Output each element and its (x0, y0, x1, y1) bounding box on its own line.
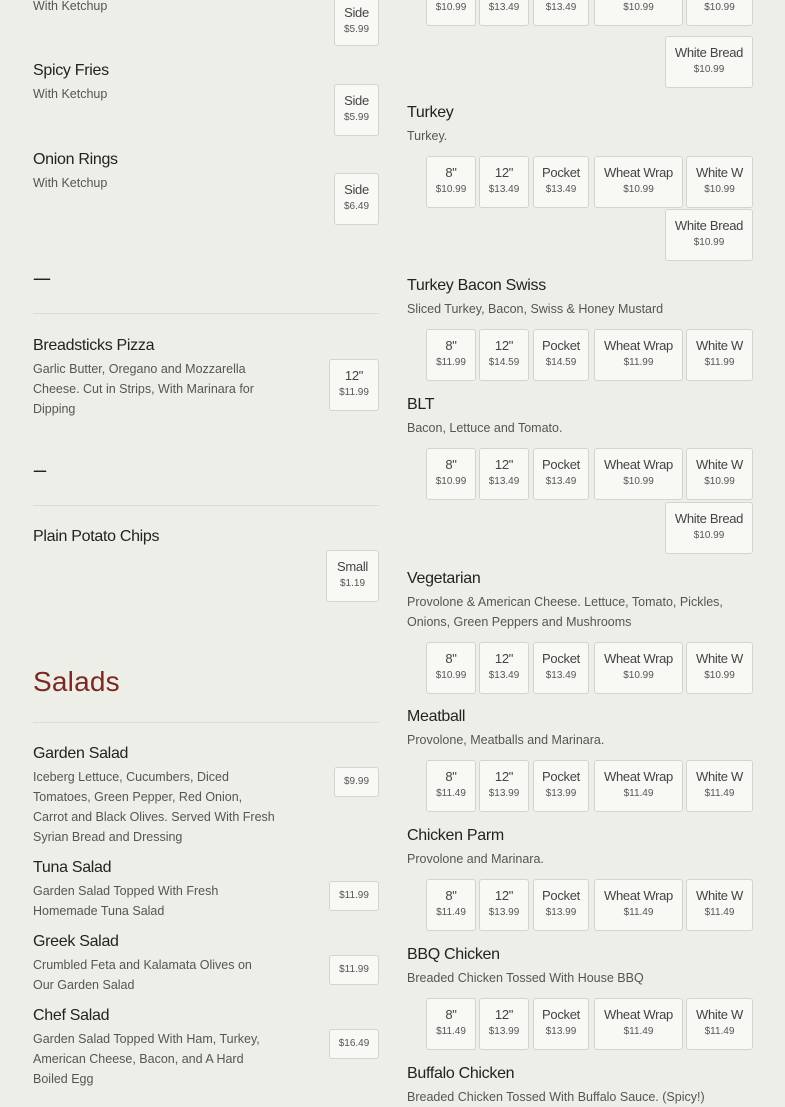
option-label: 8" (445, 338, 457, 353)
option-wheat-wrap-button[interactable] (594, 0, 683, 26)
price-button[interactable] (329, 1029, 379, 1059)
item-name: Meatball (407, 708, 466, 725)
option-label: White W (695, 165, 743, 180)
option-price: $9.99 (343, 776, 370, 787)
option-label: Wheat Wrap (603, 165, 673, 180)
option-label: 12" (494, 769, 514, 784)
option-label: White Bread (674, 218, 744, 233)
option-label: Wheat Wrap (603, 888, 673, 903)
option-white-wrap-button[interactable] (686, 998, 753, 1050)
option-label: Wheat Wrap (603, 1007, 673, 1022)
option-price: $13.99 (488, 788, 520, 799)
option-label: White W (695, 888, 743, 903)
option-12-inch-button[interactable] (479, 156, 529, 208)
option-price: $10.99 (704, 670, 735, 681)
option-label: 12" (494, 165, 514, 180)
option-white-wrap-button[interactable] (686, 642, 753, 694)
option-price: $1.19 (339, 578, 366, 589)
option-label: Pocket (542, 888, 580, 903)
item-description: Provolone & American Cheese. Lettuce, Tomato, Pickles, Onions, Green Peppers and Mushrooms (407, 595, 723, 629)
option-label: 12" (494, 338, 514, 353)
option-pocket-button[interactable] (533, 998, 589, 1050)
option-label: Pocket (542, 338, 580, 353)
option-label: Pocket (542, 457, 580, 472)
option-8-inch-button[interactable] (426, 329, 476, 381)
option-price: $11.49 (623, 788, 654, 799)
option-label: White W (695, 338, 743, 353)
option-white-wrap-button[interactable] (686, 879, 753, 931)
option-label: White W (695, 769, 743, 784)
option-label: White W (695, 1007, 743, 1022)
option-price: $10.99 (704, 2, 735, 13)
option-12-inch-button[interactable] (479, 998, 529, 1050)
option-wheat-wrap-button[interactable] (594, 760, 683, 812)
option-label: 8" (445, 165, 457, 180)
option-price: $6.49 (343, 201, 370, 212)
option-price: $11.49 (704, 907, 735, 918)
option-label: Pocket (542, 651, 580, 666)
item-name: Chef Salad (33, 1007, 110, 1024)
option-price: $11.99 (339, 964, 369, 975)
option-pocket-button[interactable] (533, 0, 589, 26)
option-price: $14.59 (545, 357, 577, 368)
option-label: White Bread (674, 45, 744, 60)
option-price: $13.99 (488, 907, 520, 918)
option-12-inch-button[interactable] (479, 0, 529, 26)
option-12-inch-button[interactable] (329, 359, 379, 411)
option-price: $5.99 (343, 24, 370, 35)
item-name: Turkey Bacon Swiss (407, 277, 546, 294)
option-label: Pocket (542, 1007, 580, 1022)
item-description: Garlic Butter, Oregano and Mozzarella Cheese. Cut in Strips, With Marinara for Dipping (33, 362, 254, 416)
option-label: 12" (494, 1007, 514, 1022)
item-name: Tuna Salad (33, 859, 112, 876)
option-8-inch-button[interactable] (426, 879, 476, 931)
option-price: $13.99 (545, 1026, 577, 1037)
item-name: Garden Salad (33, 745, 129, 762)
category-heading: --- (33, 460, 45, 480)
item-name: Onion Rings (33, 151, 118, 168)
option-price: $10.99 (693, 530, 725, 541)
option-side-button[interactable] (334, 84, 379, 136)
option-12-inch-button[interactable] (479, 760, 529, 812)
option-price: $11.49 (623, 1026, 654, 1037)
option-price: $11.49 (436, 1026, 466, 1037)
option-label: 12" (494, 888, 514, 903)
option-price: $10.99 (435, 476, 467, 487)
option-wheat-wrap-button[interactable] (594, 998, 683, 1050)
option-wheat-wrap-button[interactable] (594, 879, 683, 931)
item-description: Sliced Turkey, Bacon, Swiss & Honey Mustard (407, 302, 664, 316)
item-description: With Ketchup (33, 176, 108, 190)
option-label: 8" (445, 888, 457, 903)
item-description: Bacon, Lettuce and Tomato. (407, 421, 563, 435)
option-wheat-wrap-button[interactable] (594, 642, 683, 694)
option-8-inch-button[interactable] (426, 156, 476, 208)
option-8-inch-button[interactable] (426, 448, 476, 500)
option-price: $16.49 (338, 1038, 370, 1049)
option-12-inch-button[interactable] (479, 448, 529, 500)
option-price: $10.99 (623, 184, 654, 195)
option-price: $13.49 (488, 670, 520, 681)
item-description: With Ketchup (33, 0, 108, 13)
option-label: Side (344, 93, 369, 108)
item-description: Iceberg Lettuce, Cucumbers, Diced Tomatoes, Green Pepper, Red Onion, Carrot and Black Olives. Served With Fresh Syrian Bread and Dressing (33, 770, 275, 844)
option-price: $11.49 (436, 788, 466, 799)
option-price: $11.49 (623, 907, 654, 918)
option-wheat-wrap-button[interactable] (594, 329, 683, 381)
item-name: Breadsticks Pizza (33, 337, 155, 354)
item-name: Greek Salad (33, 933, 119, 950)
price-button[interactable] (334, 767, 379, 797)
option-label: 12" (494, 457, 514, 472)
option-white-bread-button[interactable] (665, 209, 753, 261)
item-description: Provolone, Meatballs and Marinara. (407, 733, 605, 747)
option-price: $11.49 (704, 788, 735, 799)
option-price: $10.99 (435, 670, 467, 681)
item-description: With Ketchup (33, 87, 108, 101)
option-price: $10.99 (704, 184, 735, 195)
option-price: $11.49 (436, 907, 466, 918)
option-price: $13.49 (545, 476, 577, 487)
option-white-bread-button[interactable] (665, 502, 753, 554)
item-description: Breaded Chicken Tossed With House BBQ (407, 971, 644, 985)
option-price: $10.99 (623, 2, 654, 13)
option-label: Pocket (542, 165, 580, 180)
option-12-inch-button[interactable] (479, 329, 529, 381)
item-name: BLT (407, 396, 435, 413)
option-8-inch-button[interactable] (426, 642, 476, 694)
option-price: $11.99 (704, 357, 735, 368)
option-price: $10.99 (693, 237, 725, 248)
option-label: 8" (445, 1007, 457, 1022)
option-price: $13.49 (545, 670, 577, 681)
option-label: Side (344, 182, 369, 197)
option-price: $13.99 (545, 907, 577, 918)
item-name: Spicy Fries (33, 62, 109, 79)
option-white-wrap-button[interactable] (686, 760, 753, 812)
option-wheat-wrap-button[interactable] (594, 448, 683, 500)
option-12-inch-button[interactable] (479, 642, 529, 694)
option-price: $11.99 (339, 387, 369, 398)
option-price: $10.99 (435, 184, 467, 195)
option-price: $11.49 (704, 1026, 735, 1037)
option-price: $13.99 (488, 1026, 520, 1037)
option-white-wrap-button[interactable] (686, 156, 753, 208)
divider (33, 313, 379, 314)
option-label: White W (695, 651, 743, 666)
item-name: Chicken Parm (407, 827, 504, 844)
item-description: Breaded Chicken Tossed With Buffalo Sauce. (Spicy!) (407, 1090, 705, 1104)
option-white-wrap-button[interactable] (686, 448, 753, 500)
option-price: $11.99 (436, 357, 466, 368)
option-price: $11.99 (623, 357, 654, 368)
option-pocket-button[interactable] (533, 642, 589, 694)
option-8-inch-button[interactable] (426, 0, 476, 26)
option-pocket-button[interactable] (533, 156, 589, 208)
option-price: $14.59 (488, 357, 520, 368)
option-small-button[interactable] (326, 550, 379, 602)
option-white-wrap-button[interactable] (686, 329, 753, 381)
item-name: Vegetarian (407, 570, 481, 587)
option-label: 12" (494, 651, 514, 666)
option-label: Pocket (542, 769, 580, 784)
item-name: Turkey (407, 104, 454, 121)
option-price: $11.99 (339, 890, 369, 901)
option-price: $13.49 (488, 184, 520, 195)
option-label: Wheat Wrap (603, 338, 673, 353)
option-price: $13.49 (545, 184, 577, 195)
option-price: $13.49 (545, 2, 577, 13)
option-price: $10.99 (623, 476, 654, 487)
option-price: $10.99 (435, 2, 467, 13)
option-label: 8" (445, 769, 457, 784)
option-white-bread-button[interactable] (665, 36, 753, 88)
option-label: Wheat Wrap (603, 651, 673, 666)
option-price: $13.49 (488, 476, 520, 487)
option-label: White W (695, 457, 743, 472)
option-8-inch-button[interactable] (426, 998, 476, 1050)
option-side-button[interactable] (334, 173, 379, 225)
divider (33, 722, 379, 723)
option-price: $13.49 (488, 2, 520, 13)
option-label: 8" (445, 651, 457, 666)
price-button[interactable] (329, 881, 379, 911)
option-price: $10.99 (704, 476, 735, 487)
option-price: $13.99 (545, 788, 577, 799)
option-pocket-button[interactable] (533, 448, 589, 500)
option-wheat-wrap-button[interactable] (594, 156, 683, 208)
option-12-inch-button[interactable] (479, 879, 529, 931)
option-pocket-button[interactable] (533, 760, 589, 812)
category-heading: ---- (33, 268, 49, 288)
item-description: Garden Salad Topped With Fresh Homemade Tuna Salad (33, 884, 219, 918)
item-name: Buffalo Chicken (407, 1065, 515, 1082)
price-button[interactable] (329, 955, 379, 985)
option-price: $5.99 (343, 112, 370, 123)
option-label: Wheat Wrap (603, 769, 673, 784)
option-label: Wheat Wrap (603, 457, 673, 472)
option-price: $10.99 (623, 670, 654, 681)
item-description: Turkey. (407, 129, 448, 143)
option-label: 12" (344, 368, 364, 383)
section-title-salads: Salads (33, 666, 120, 697)
item-description: Garden Salad Topped With Ham, Turkey, American Cheese, Bacon, and A Hard Boiled Egg (33, 1032, 260, 1086)
divider (33, 505, 379, 506)
option-8-inch-button[interactable] (426, 760, 476, 812)
item-description: Provolone and Marinara. (407, 852, 544, 866)
item-name: Plain Potato Chips (33, 528, 160, 545)
option-label: 8" (445, 457, 457, 472)
item-description: Crumbled Feta and Kalamata Olives on Our Garden Salad (33, 958, 252, 992)
option-pocket-button[interactable] (533, 329, 589, 381)
option-label: Small (336, 559, 368, 574)
option-pocket-button[interactable] (533, 879, 589, 931)
item-name: BBQ Chicken (407, 946, 500, 963)
option-label: White Bread (674, 511, 744, 526)
option-price: $10.99 (693, 64, 725, 75)
option-white-wrap-button[interactable] (686, 0, 753, 26)
option-label: Side (344, 5, 369, 20)
option-side-button[interactable] (334, 0, 379, 46)
